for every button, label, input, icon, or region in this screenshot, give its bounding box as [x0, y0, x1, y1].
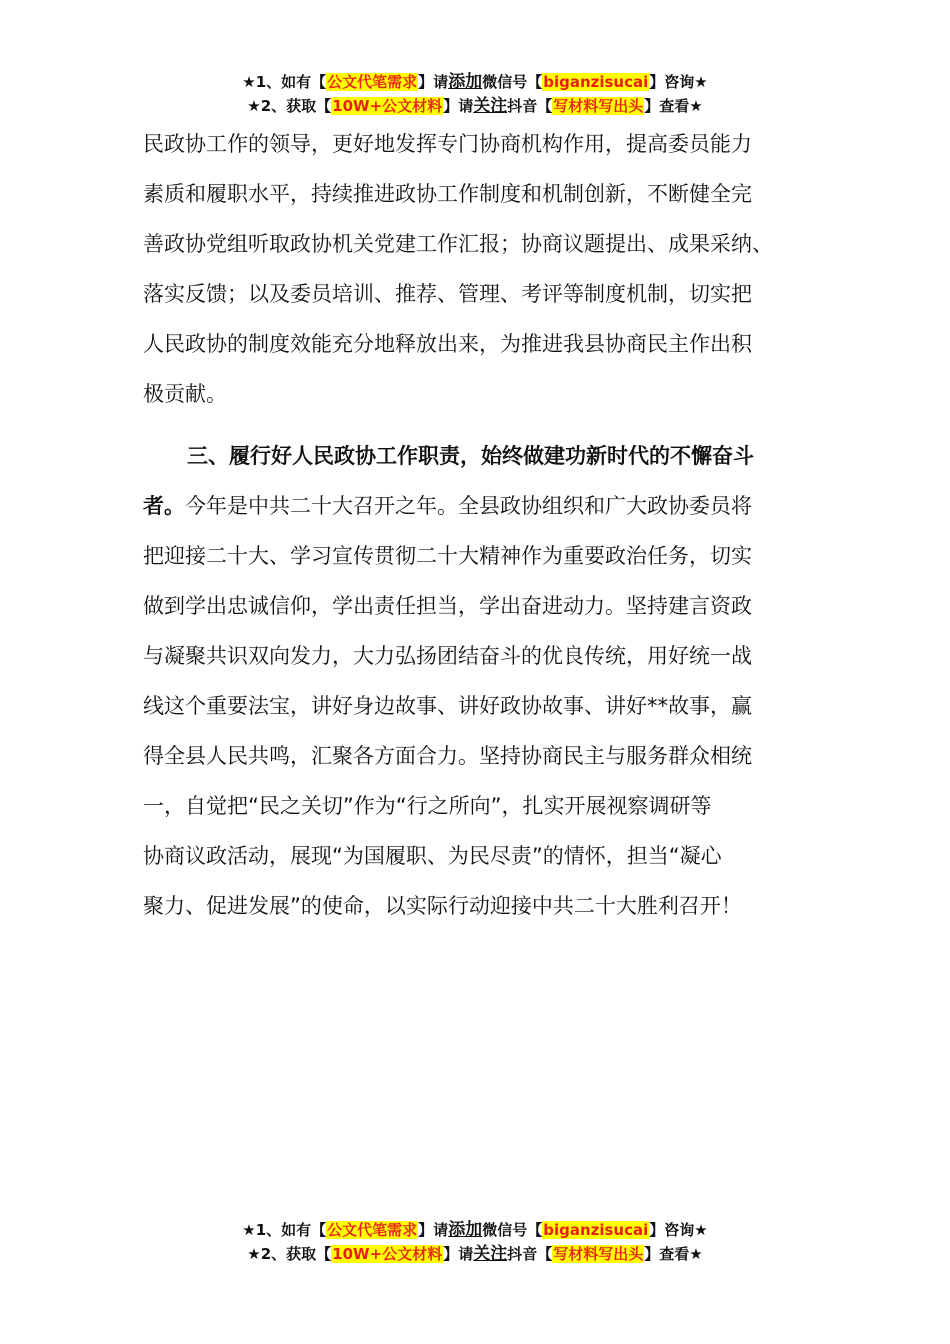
text-line: 人民政协的制度效能充分地释放出来，为推进我县协商民主作出积 [143, 332, 752, 356]
text-line: 把迎接二十大、学习宣传贯彻二十大精神作为重要政治任务，切实 [143, 544, 752, 568]
text-line: 协商议政活动，展现“为国履职、为民尽责”的情怀，担当“凝心 [143, 844, 722, 868]
text-line: 聚力、促进发展”的使命，以实际行动迎接中共二十大胜利召开！ [143, 894, 742, 918]
highlight-service: 公文代笔需求 [327, 1221, 418, 1239]
text-line: 一，自觉把“民之关切”作为“行之所向”，扎实开展视察调研等 [143, 794, 712, 818]
section-heading-line: 三、履行好人民政协工作职责，始终做建功新时代的不懈奋斗 [187, 444, 754, 468]
highlight-douyin-account: 写材料写出头 [553, 97, 644, 115]
text-line: 善政协党组听取政协机关党建工作汇报；协商议题提出、成果采纳、 [143, 232, 773, 256]
text-line: 素质和履职水平，持续推进政协工作制度和机制创新，不断健全完 [143, 182, 752, 206]
banner-line-2: ★2、获取【10W+公文材料】请关注抖音【写材料写出头】查看★ [247, 1244, 703, 1264]
highlight-wechat-id: biganzisucai [543, 1221, 649, 1239]
header-banner [0, 70, 950, 118]
text-line: 线这个重要法宝，讲好身边故事、讲好政协故事、讲好**故事，赢 [143, 694, 752, 718]
text-line: 极贡献。 [143, 382, 227, 406]
text-line: 与凝聚共识双向发力，大力弘扬团结奋斗的优良传统，用好统一战 [143, 644, 752, 668]
text-line: 民政协工作的领导，更好地发挥专门协商机构作用，提高委员能力 [143, 132, 752, 156]
text-line: 者。今年是中共二十大召开之年。全县政协组织和广大政协委员将 [143, 494, 752, 518]
text-line: 落实反馈；以及委员培训、推荐、管理、考评等制度机制，切实把 [143, 282, 752, 306]
footer-banner [0, 1218, 950, 1266]
banner-line-2: ★2、获取【10W+公文材料】请关注抖音【写材料写出头】查看★ [247, 96, 703, 116]
section-heading-end: 者。 [143, 494, 185, 518]
document-body [143, 119, 813, 931]
paragraph-section-three [143, 431, 813, 931]
highlight-wechat-id: biganzisucai [543, 73, 649, 91]
banner-line-1: ★1、如有【公文代笔需求】请添加微信号【biganzisucai】咨询★ [242, 72, 708, 92]
banner-line-1: ★1、如有【公文代笔需求】请添加微信号【biganzisucai】咨询★ [242, 1220, 708, 1240]
highlight-service: 公文代笔需求 [327, 73, 418, 91]
text-line: 得全县人民共鸣，汇聚各方面合力。坚持协商民主与服务群众相统 [143, 744, 752, 768]
highlight-materials: 10W+公文材料 [332, 97, 443, 115]
highlight-materials: 10W+公文材料 [332, 1245, 443, 1263]
paragraph-continued [143, 119, 813, 419]
text-line: 做到学出忠诚信仰，学出责任担当，学出奋进动力。坚持建言资政 [143, 594, 752, 618]
highlight-douyin-account: 写材料写出头 [553, 1245, 644, 1263]
